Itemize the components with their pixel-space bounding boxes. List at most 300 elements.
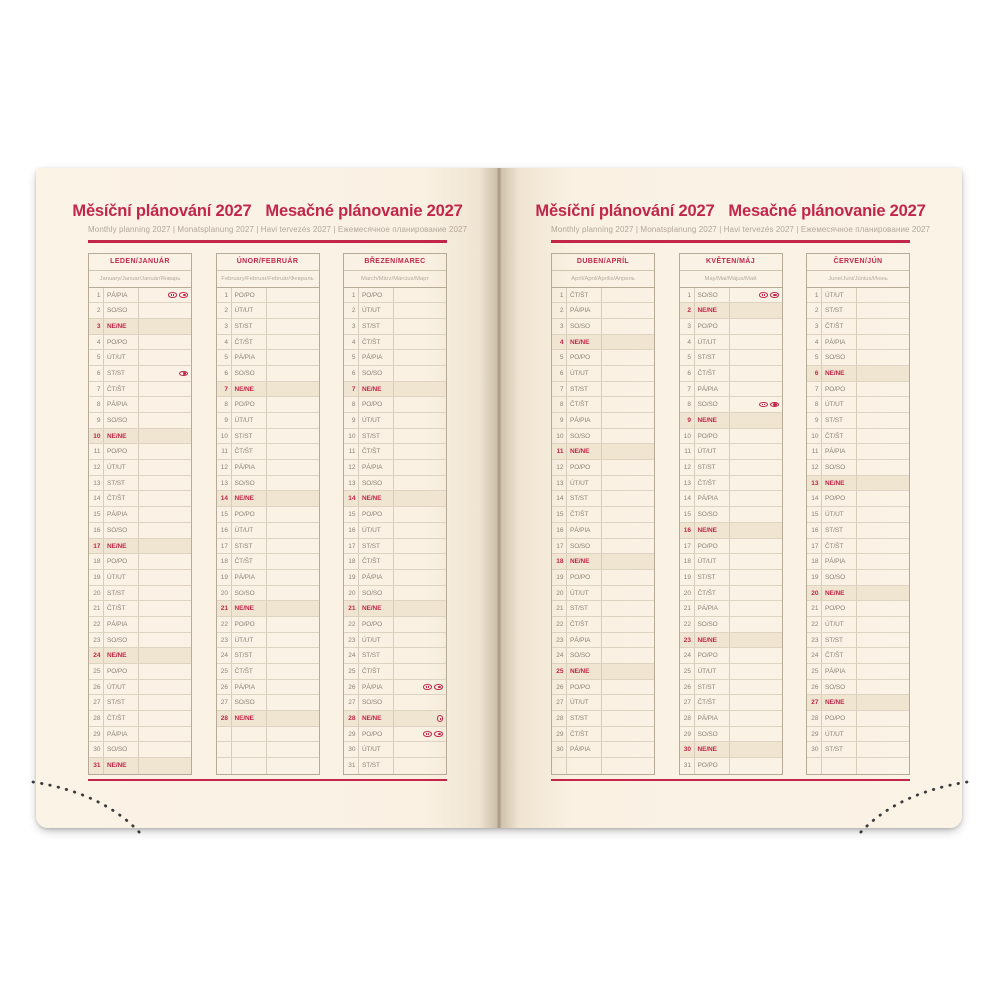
notes-cell (730, 570, 782, 585)
weekday-cell: ČT/ŠT (104, 491, 139, 506)
day-number-cell: 1 (807, 288, 822, 303)
day-number-cell: 12 (217, 460, 232, 475)
day-row (89, 554, 191, 570)
weekday-cell: PO/PO (822, 601, 857, 616)
notes-cell (857, 460, 909, 475)
right-page (499, 168, 962, 828)
notes-cell (267, 648, 319, 663)
day-row (807, 507, 909, 523)
weekday-cell: ČT/ŠT (232, 554, 267, 569)
day-row (552, 397, 654, 413)
day-row (680, 523, 782, 539)
notes-cell (267, 523, 319, 538)
weekday-cell: SO/SO (104, 413, 139, 428)
day-row (89, 319, 191, 335)
day-number-cell: 5 (344, 350, 359, 365)
day-row (807, 586, 909, 602)
day-row (89, 303, 191, 319)
notes-cell (602, 413, 654, 428)
day-row (807, 523, 909, 539)
notes-cell (857, 366, 909, 381)
day-row (552, 476, 654, 492)
day-number-cell: 13 (680, 476, 695, 491)
notes-cell (730, 507, 782, 522)
day-number-cell: 15 (89, 507, 104, 522)
day-number-cell: 24 (344, 648, 359, 663)
day-number-cell: 16 (680, 523, 695, 538)
notes-cell (394, 617, 446, 632)
day-row (89, 539, 191, 555)
month-may (679, 253, 783, 775)
weekday-cell: SO/SO (695, 397, 730, 412)
month-april (551, 253, 655, 775)
day-number-cell: 26 (217, 680, 232, 695)
weekday-cell: ČT/ŠT (567, 507, 602, 522)
day-row (344, 319, 446, 335)
weekday-cell: NE/NE (359, 491, 394, 506)
day-number-cell: 17 (89, 539, 104, 554)
day-row (680, 554, 782, 570)
weekday-cell: PÁ/PIA (359, 460, 394, 475)
month-title: ÚNOR/FEBRUÁR (217, 254, 319, 271)
day-number-cell: 11 (89, 444, 104, 459)
day-number-cell: 2 (217, 303, 232, 318)
notes-cell (394, 727, 446, 742)
day-row (680, 742, 782, 758)
notes-cell (602, 350, 654, 365)
holiday-sk-icon (179, 292, 188, 298)
day-number-cell: 14 (344, 491, 359, 506)
weekday-cell: ÚT/UT (695, 554, 730, 569)
day-number-cell: 19 (89, 570, 104, 585)
day-row (344, 664, 446, 680)
day-number-cell: 30 (680, 742, 695, 757)
notes-cell (602, 711, 654, 726)
day-row (217, 397, 319, 413)
day-row (680, 335, 782, 351)
day-row (89, 570, 191, 586)
notes-cell (139, 539, 191, 554)
day-row (217, 429, 319, 445)
day-row (89, 350, 191, 366)
day-number-cell: 24 (807, 648, 822, 663)
holiday-cz-icon (423, 731, 432, 737)
day-number-cell: 10 (680, 429, 695, 444)
day-row (217, 617, 319, 633)
day-number-cell: 23 (89, 633, 104, 648)
day-number-cell: 26 (807, 680, 822, 695)
notes-cell (267, 617, 319, 632)
day-row (89, 366, 191, 382)
notes-cell (857, 444, 909, 459)
weekday-cell: ÚT/UT (359, 633, 394, 648)
day-number-cell: 19 (807, 570, 822, 585)
weekday-cell: PÁ/PIA (567, 633, 602, 648)
notes-cell (602, 444, 654, 459)
day-row (217, 570, 319, 586)
weekday-cell: NE/NE (104, 429, 139, 444)
page-title (535, 202, 926, 221)
weekday-cell: ST/ST (232, 319, 267, 334)
day-number-cell: 4 (807, 335, 822, 350)
day-number-cell: 4 (552, 335, 567, 350)
weekday-cell: SO/SO (359, 476, 394, 491)
notes-cell (267, 429, 319, 444)
day-number-cell: 2 (807, 303, 822, 318)
weekday-cell: SO/SO (104, 523, 139, 538)
day-row (217, 554, 319, 570)
day-row (807, 319, 909, 335)
weekday-cell: PÁ/PIA (232, 680, 267, 695)
holiday-sk-icon (770, 292, 779, 298)
weekday-cell: ČT/ŠT (822, 319, 857, 334)
day-number-cell: 8 (217, 397, 232, 412)
weekday-cell (567, 758, 602, 774)
notes-cell (394, 491, 446, 506)
day-number-cell: 6 (680, 366, 695, 381)
day-row (217, 319, 319, 335)
day-row (344, 617, 446, 633)
day-number-cell: 6 (807, 366, 822, 381)
day-number-cell: 7 (807, 382, 822, 397)
day-row (680, 350, 782, 366)
notes-cell (394, 601, 446, 616)
weekday-cell: ST/ST (822, 303, 857, 318)
notes-cell (857, 491, 909, 506)
notes-cell (730, 601, 782, 616)
day-row (807, 758, 909, 774)
weekday-cell: SO/SO (359, 695, 394, 710)
weekday-cell: NE/NE (695, 742, 730, 757)
notes-cell (139, 664, 191, 679)
notes-cell (139, 601, 191, 616)
day-row (344, 727, 446, 743)
weekday-cell: PO/PO (359, 727, 394, 742)
weekday-cell: ČT/ŠT (567, 727, 602, 742)
notes-cell (730, 476, 782, 491)
day-number-cell: 14 (89, 491, 104, 506)
day-number-cell: 3 (680, 319, 695, 334)
day-number-cell: 27 (89, 695, 104, 710)
weekday-cell: ST/ST (359, 429, 394, 444)
day-number-cell: 31 (344, 758, 359, 774)
weekday-cell: ČT/ŠT (822, 539, 857, 554)
holiday-sk-icon (434, 731, 443, 737)
left-page (36, 168, 499, 828)
day-number-cell: 20 (89, 586, 104, 601)
notes-cell (267, 319, 319, 334)
months-row (551, 253, 910, 775)
weekday-cell: SO/SO (695, 507, 730, 522)
day-row (89, 727, 191, 743)
weekday-cell: ÚT/UT (822, 397, 857, 412)
day-row (217, 758, 319, 774)
notes-cell (730, 554, 782, 569)
day-number-cell: 9 (344, 413, 359, 428)
weekday-cell: ČT/ŠT (822, 648, 857, 663)
notes-cell (602, 303, 654, 318)
day-number-cell: 15 (807, 507, 822, 522)
holiday-cz-icon (759, 402, 768, 408)
notes-cell (857, 554, 909, 569)
day-number-cell: 6 (89, 366, 104, 381)
day-row (552, 491, 654, 507)
weekday-cell: PÁ/PIA (104, 727, 139, 742)
day-number-cell (217, 758, 232, 774)
weekday-cell: ÚT/UT (822, 727, 857, 742)
day-row (344, 507, 446, 523)
day-row (552, 742, 654, 758)
notes-cell (394, 366, 446, 381)
weekday-cell: SO/SO (232, 586, 267, 601)
day-row (680, 429, 782, 445)
day-number-cell: 6 (217, 366, 232, 381)
day-number-cell: 1 (680, 288, 695, 303)
day-number-cell: 15 (344, 507, 359, 522)
day-row (552, 648, 654, 664)
notes-cell (857, 413, 909, 428)
day-row (217, 444, 319, 460)
notes-cell (857, 648, 909, 663)
notes-cell (730, 397, 782, 412)
notes-cell (267, 444, 319, 459)
notes-cell (857, 319, 909, 334)
notes-cell (730, 539, 782, 554)
day-number-cell: 16 (807, 523, 822, 538)
notes-cell (730, 288, 782, 303)
weekday-cell (232, 758, 267, 774)
notes-cell (730, 742, 782, 757)
weekday-cell: PO/PO (822, 711, 857, 726)
weekday-cell: PO/PO (567, 570, 602, 585)
day-number-cell: 10 (217, 429, 232, 444)
month-title: LEDEN/JANUÁR (89, 254, 191, 271)
notes-cell (602, 680, 654, 695)
day-row (89, 444, 191, 460)
day-number-cell: 27 (807, 695, 822, 710)
day-number-cell: 10 (552, 429, 567, 444)
day-row (680, 695, 782, 711)
day-row (217, 350, 319, 366)
open-diary (36, 168, 962, 828)
day-row (807, 397, 909, 413)
day-row (217, 633, 319, 649)
notes-cell (857, 586, 909, 601)
day-row (89, 617, 191, 633)
weekday-cell: ÚT/UT (567, 695, 602, 710)
notes-cell (857, 711, 909, 726)
day-number-cell: 18 (344, 554, 359, 569)
notes-cell (602, 382, 654, 397)
day-number-cell: 23 (552, 633, 567, 648)
day-row (344, 554, 446, 570)
day-number-cell: 7 (217, 382, 232, 397)
notes-cell (267, 335, 319, 350)
month-languages: May/Mai/Május/Май (680, 271, 782, 288)
day-number-cell: 5 (552, 350, 567, 365)
day-number-cell: 3 (552, 319, 567, 334)
day-number-cell: 25 (680, 664, 695, 679)
weekday-cell: NE/NE (104, 539, 139, 554)
weekday-cell: NE/NE (695, 633, 730, 648)
notes-cell (139, 491, 191, 506)
weekday-cell: SO/SO (232, 476, 267, 491)
notes-cell (139, 319, 191, 334)
weekday-cell: ST/ST (232, 648, 267, 663)
month-march (343, 253, 447, 775)
day-row (680, 648, 782, 664)
notes-cell (139, 648, 191, 663)
day-row (552, 695, 654, 711)
notes-cell (857, 303, 909, 318)
holiday-cz-icon (759, 292, 768, 298)
weekday-cell: SO/SO (567, 429, 602, 444)
day-row (344, 758, 446, 774)
day-number-cell: 1 (89, 288, 104, 303)
weekday-cell: PO/PO (822, 491, 857, 506)
day-row (807, 460, 909, 476)
notes-cell (139, 695, 191, 710)
notes-cell (730, 648, 782, 663)
notes-cell (602, 539, 654, 554)
weekday-cell: ST/ST (359, 758, 394, 774)
day-number-cell: 28 (552, 711, 567, 726)
day-number-cell: 6 (552, 366, 567, 381)
notes-cell (602, 617, 654, 632)
day-row (807, 727, 909, 743)
day-row (680, 460, 782, 476)
day-row (89, 491, 191, 507)
day-number-cell: 17 (552, 539, 567, 554)
day-row (217, 680, 319, 696)
weekday-cell: ST/ST (695, 350, 730, 365)
weekday-cell: PÁ/PIA (695, 711, 730, 726)
day-row (680, 507, 782, 523)
day-row (552, 288, 654, 304)
notes-cell (139, 617, 191, 632)
weekday-cell: NE/NE (359, 601, 394, 616)
notes-cell (602, 476, 654, 491)
weekday-cell: ÚT/UT (567, 586, 602, 601)
weekday-cell: NE/NE (567, 335, 602, 350)
weekday-cell: PO/PO (822, 382, 857, 397)
notes-cell (139, 570, 191, 585)
day-number-cell: 10 (344, 429, 359, 444)
day-row (89, 742, 191, 758)
weekday-cell: PÁ/PIA (104, 397, 139, 412)
notes-cell (139, 476, 191, 491)
day-row (552, 460, 654, 476)
day-row (680, 711, 782, 727)
day-row (807, 382, 909, 398)
day-number-cell: 9 (217, 413, 232, 428)
notes-cell (602, 429, 654, 444)
notes-cell (267, 507, 319, 522)
day-row (344, 695, 446, 711)
notes-cell (602, 601, 654, 616)
page-title (72, 202, 463, 221)
notes-cell (857, 476, 909, 491)
day-number-cell: 12 (89, 460, 104, 475)
day-number-cell: 3 (807, 319, 822, 334)
day-number-cell: 2 (344, 303, 359, 318)
day-row (89, 680, 191, 696)
day-row (552, 680, 654, 696)
weekday-cell: ČT/ŠT (104, 711, 139, 726)
weekday-cell: SO/SO (695, 617, 730, 632)
weekday-cell: PÁ/PIA (822, 335, 857, 350)
weekday-cell: ÚT/UT (232, 633, 267, 648)
day-row (344, 350, 446, 366)
header-rule (88, 240, 447, 243)
footer-rule (551, 779, 910, 782)
day-number-cell: 14 (807, 491, 822, 506)
day-number-cell: 13 (807, 476, 822, 491)
notes-cell (730, 695, 782, 710)
weekday-cell: ÚT/UT (359, 303, 394, 318)
notes-cell (267, 350, 319, 365)
weekday-cell: ČT/ŠT (359, 335, 394, 350)
day-row (344, 680, 446, 696)
notes-cell (394, 397, 446, 412)
weekday-cell: ST/ST (567, 601, 602, 616)
day-row (552, 366, 654, 382)
notes-cell (857, 429, 909, 444)
day-number-cell: 13 (344, 476, 359, 491)
notes-cell (139, 350, 191, 365)
month-table (806, 253, 910, 775)
day-row (217, 288, 319, 304)
day-number-cell: 11 (217, 444, 232, 459)
day-row (217, 586, 319, 602)
day-row (552, 319, 654, 335)
month-january (88, 253, 192, 775)
weekday-cell: ČT/ŠT (567, 288, 602, 303)
weekday-cell: NE/NE (567, 554, 602, 569)
weekday-cell: ČT/ŠT (232, 664, 267, 679)
day-row (552, 554, 654, 570)
day-row (344, 491, 446, 507)
month-title: DUBEN/APRÍL (552, 254, 654, 271)
day-number-cell: 21 (344, 601, 359, 616)
page-title-czech: Měsíční plánování 2027 (535, 202, 715, 220)
weekday-cell: ÚT/UT (232, 523, 267, 538)
header-rule (551, 240, 910, 243)
notes-cell (394, 350, 446, 365)
day-number-cell: 30 (344, 742, 359, 757)
notes-cell (267, 570, 319, 585)
day-row (680, 319, 782, 335)
notes-cell (857, 742, 909, 757)
day-row (89, 413, 191, 429)
weekday-cell: ST/ST (359, 319, 394, 334)
notes-cell (857, 382, 909, 397)
day-row (680, 664, 782, 680)
notes-cell (394, 695, 446, 710)
day-row (807, 413, 909, 429)
day-number-cell: 14 (552, 491, 567, 506)
month-table (88, 253, 192, 775)
day-number-cell: 26 (89, 680, 104, 695)
day-row (344, 303, 446, 319)
weekday-cell: SO/SO (359, 366, 394, 381)
day-row (552, 444, 654, 460)
notes-cell (267, 382, 319, 397)
day-row (344, 366, 446, 382)
notes-cell (267, 303, 319, 318)
day-row (552, 758, 654, 774)
weekday-cell: PO/PO (232, 397, 267, 412)
